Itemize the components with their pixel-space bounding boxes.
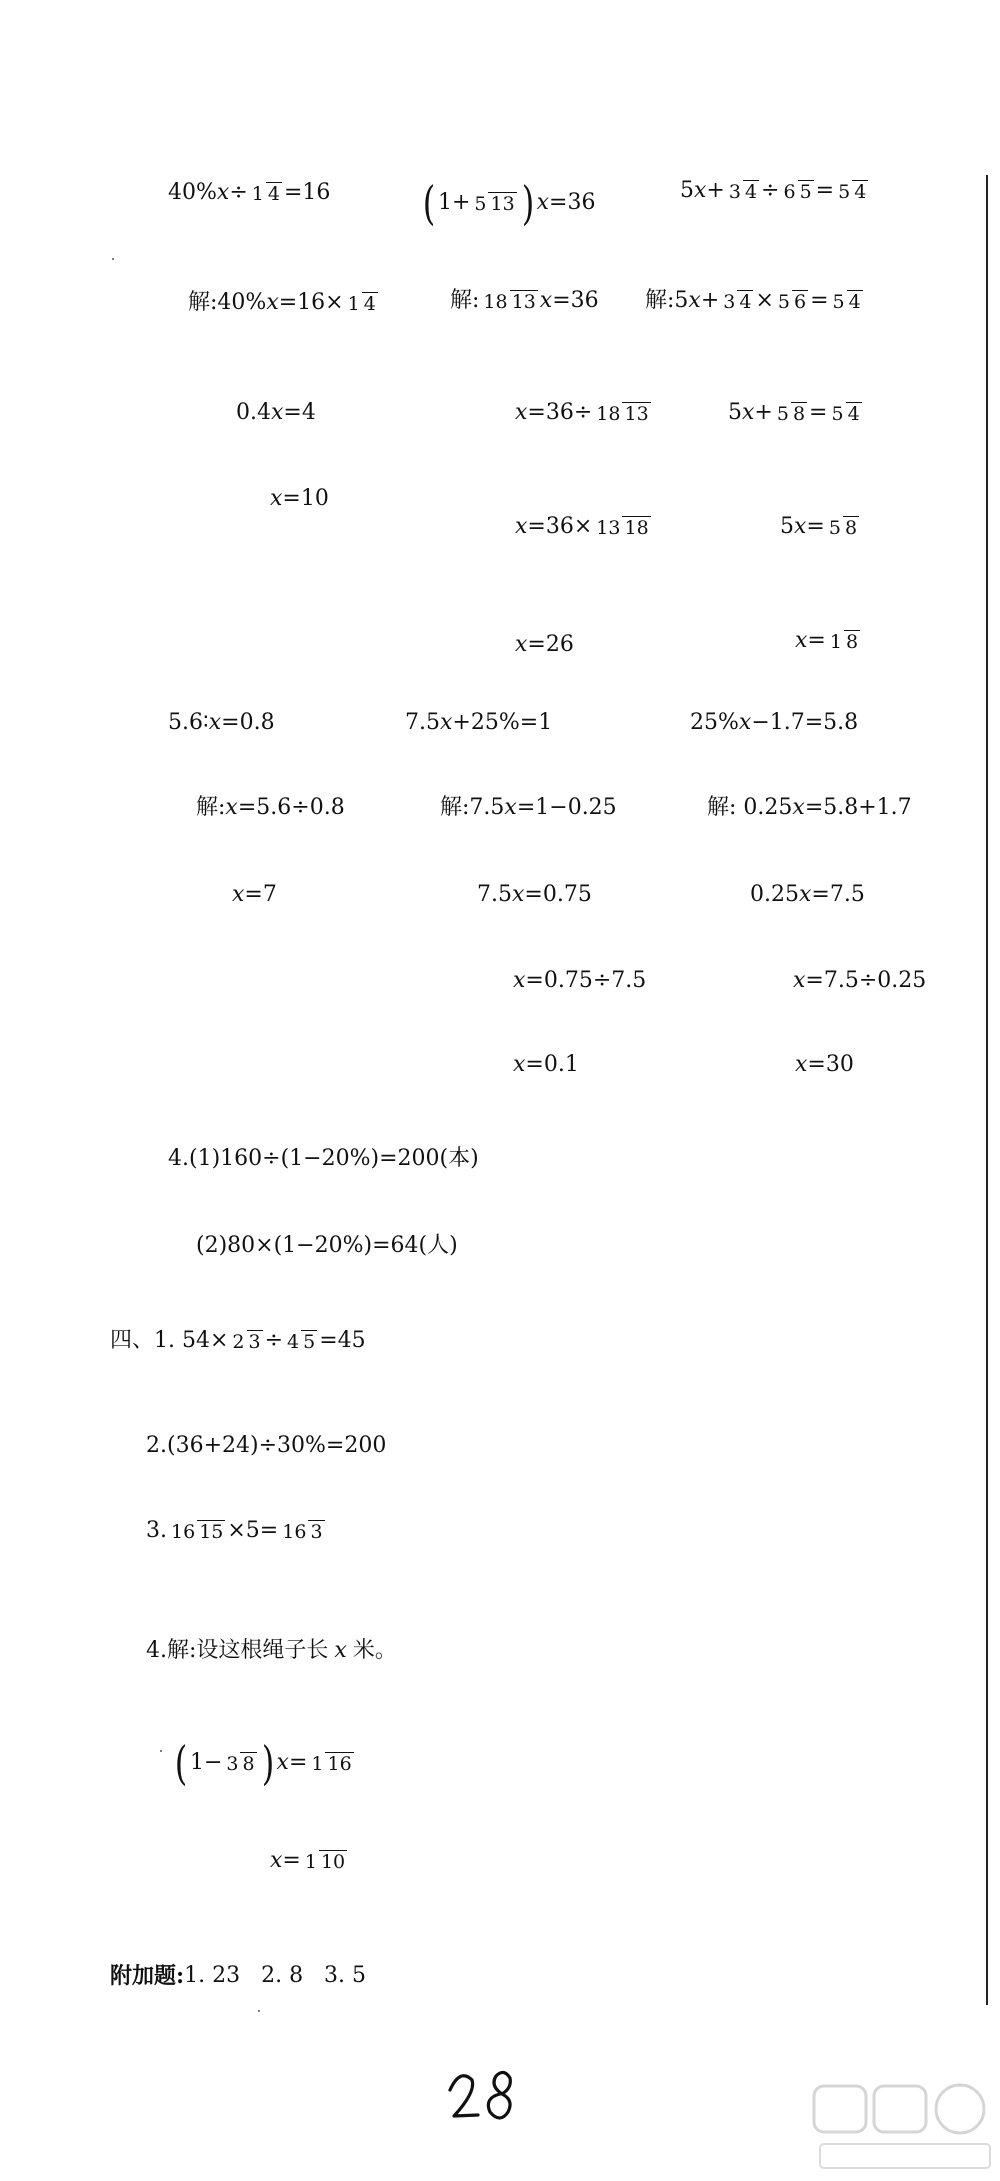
section4-answer-2: 2.(36+24)÷30%=200: [146, 1433, 387, 1458]
fraction: 3 4: [728, 181, 758, 203]
eq-r4-c1: x =10: [270, 486, 329, 511]
fraction: 5 8: [828, 517, 858, 539]
eq-r2-c2: 解: 18 13 x =36: [450, 288, 599, 314]
right-margin-rule: [986, 175, 988, 2005]
eq-r9-c3: 0.25 x =7.5: [750, 882, 865, 907]
eq-r9-c1: x =7: [232, 882, 277, 907]
fraction: 1 16: [311, 1752, 352, 1775]
eq-r8-c1: 解: x =5.6÷0.8: [196, 795, 345, 820]
eq-r6-c2: x =26: [515, 632, 574, 657]
eq-r6-c3: x = 1 8: [795, 628, 859, 654]
eq-r5-c3: 5 x = 5 8: [780, 514, 858, 540]
scan-speck: [112, 258, 114, 260]
fraction: 16 3: [282, 1521, 323, 1543]
extra-values: 1. 23 2. 8 3. 5: [184, 1963, 367, 1988]
fraction: 1 4: [347, 293, 376, 315]
eq-r1-c3: 5 x + 3 4 ÷ 6 5 = 5 4: [680, 178, 867, 204]
eq-r11-c3: x =30: [795, 1052, 854, 1077]
eq-r1-c1: 40% x ÷ 1 4 =16: [168, 180, 331, 206]
fraction: 13 18: [596, 517, 649, 539]
eq-r7-c3: 25% x −1.7=5.8: [690, 710, 859, 735]
eq-r10-c2: x =0.75÷7.5: [513, 968, 647, 993]
eq-r5-c2: x =36× 13 18: [515, 514, 649, 540]
extra-label: 附加题:: [110, 1963, 185, 1989]
fraction: 18 13: [596, 403, 649, 425]
fraction: 6 5: [783, 181, 812, 203]
fraction: 18 13: [483, 291, 536, 313]
section4-answer-1: 四、1. 54× 2 3 ÷ 4 5 =45: [110, 1328, 366, 1354]
eq-r3-c1: 0.4 x =4: [236, 400, 316, 425]
extra-answers: [110, 1965, 366, 1987]
eq-r3-c3: 5 x + 5 8 = 5 4: [728, 400, 860, 426]
fraction: 1 10: [304, 1851, 346, 1873]
fraction: 5 4: [832, 291, 861, 313]
section4-answer-3: 3. 16 15 ×5= 16 3: [146, 1518, 323, 1544]
section4-answer-4: 4.解:设这根绳子长 x 米。: [146, 1638, 397, 1663]
section4-solution: x = 1 10: [270, 1848, 346, 1874]
fraction: 4 5: [287, 1331, 316, 1353]
scan-speck: [160, 1750, 162, 1752]
fraction: 5 4: [831, 403, 860, 425]
fraction: 3 8: [226, 1752, 255, 1775]
fraction: 5 8: [776, 403, 806, 425]
eq-r2-c3: 解:5 x + 3 4 × 5 6 = 5 4: [645, 288, 861, 314]
fraction: 16 15: [171, 1521, 224, 1543]
eq-r7-c1: 5.6∶ x =0.8: [168, 710, 275, 735]
section4-equation: ( 1− 3 8 ) x = 1 16: [174, 1736, 352, 1790]
fraction: 5 4: [838, 181, 867, 203]
watermark-logo: [810, 2080, 995, 2175]
fraction: 5 13: [474, 192, 515, 215]
eq-r3-c2: x =36÷ 18 13: [515, 400, 649, 426]
fraction: 2 3: [232, 1331, 261, 1353]
handwritten-page-number: [440, 2060, 530, 2130]
eq-r2-c1: 解:40% x =16× 1 4: [188, 290, 376, 316]
eq-r10-c3: x =7.5÷0.25: [793, 968, 927, 993]
eq-r1-c2: ( 1+ 5 13 ) x =36: [422, 176, 596, 230]
fraction: 1 8: [829, 631, 859, 653]
eq-r9-c2: 7.5 x =0.75: [477, 882, 592, 907]
scan-speck: [258, 2010, 260, 2012]
eq-r7-c2: 7.5 x +25%=1: [405, 710, 553, 735]
eq-r8-c2: 解:7.5 x =1−0.25: [440, 795, 617, 820]
fraction: 5 6: [777, 291, 807, 313]
fraction: 1 4: [251, 183, 280, 205]
eq-r11-c2: x =0.1: [513, 1052, 579, 1077]
answer-4-2: (2)80×(1−20%)=64(人): [196, 1233, 458, 1258]
answer-4-1: 4.(1)160÷(1−20%)=200(本): [168, 1146, 479, 1171]
eq-r8-c3: 解: 0.25 x =5.8+1.7: [707, 795, 912, 820]
fraction: 3 4: [723, 291, 752, 313]
